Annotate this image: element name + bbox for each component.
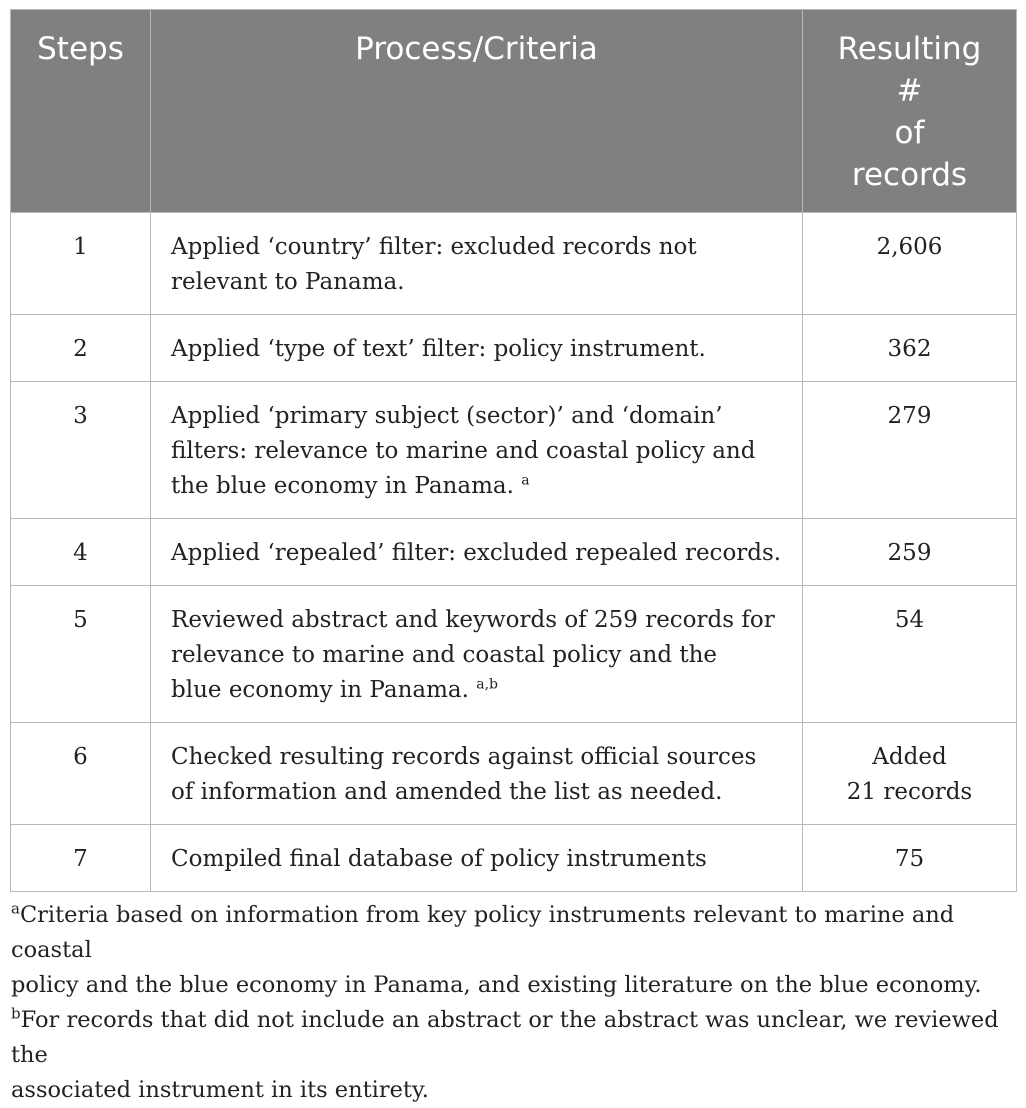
table-row: [11, 315, 1017, 382]
criteria-line: relevance to marine and coastal policy and the: [171, 642, 718, 668]
resulting-records: [803, 825, 1017, 892]
footnote-line: [11, 968, 1016, 1003]
criteria-line-text: blue economy in Panama.: [171, 677, 469, 703]
resulting-records: [803, 519, 1017, 586]
process-criteria: [151, 519, 803, 586]
header-result-line: #: [896, 73, 923, 109]
result-line: 21 records: [846, 779, 973, 805]
step-number: 1: [11, 213, 151, 315]
process-criteria: [151, 723, 803, 825]
footnote-marker: a,b: [476, 676, 498, 693]
resulting-records: [803, 723, 1017, 825]
step-number: 5: [11, 586, 151, 723]
resulting-records: [803, 315, 1017, 382]
result-line: 75: [894, 846, 925, 872]
footnote-text: Criteria based on information from key policy instruments relevant to marine and coastal: [11, 902, 955, 963]
criteria-line: Reviewed abstract and keywords of 259 records for: [171, 607, 775, 633]
footnote-b: [11, 1003, 1016, 1108]
process-criteria: [151, 825, 803, 892]
criteria-line: relevant to Panama.: [171, 269, 405, 295]
table-row: [11, 382, 1017, 519]
criteria-line: Applied ‘primary subject (sector)’ and ‘domain’: [171, 403, 723, 429]
resulting-records: [803, 382, 1017, 519]
step-number: 2: [11, 315, 151, 382]
header-row: [11, 10, 1017, 213]
process-criteria: [151, 382, 803, 519]
footnote-line: [11, 898, 1016, 968]
step-number: 3: [11, 382, 151, 519]
result-line: 54: [894, 607, 925, 633]
step-number: 6: [11, 723, 151, 825]
header-result-line: of: [894, 115, 925, 151]
header-result-line: Resulting: [837, 31, 982, 67]
footnote-text: policy and the blue economy in Panama, and existing literature on the blue economy.: [11, 972, 982, 998]
table-row: [11, 723, 1017, 825]
footnote-marker: a: [521, 472, 530, 489]
result-line: 259: [887, 540, 932, 566]
criteria-line: filters: relevance to marine and coastal policy and: [171, 438, 756, 464]
criteria-line: [171, 469, 782, 504]
resulting-records: [803, 213, 1017, 315]
records-table-wrapper: [10, 9, 1016, 1108]
step-number: 7: [11, 825, 151, 892]
header-process: Process/Criteria: [151, 10, 803, 213]
footnote-a: [11, 898, 1016, 1003]
process-criteria: [151, 315, 803, 382]
criteria-line: [171, 673, 782, 708]
result-line: 362: [887, 336, 932, 362]
footnote-line: [11, 1003, 1016, 1073]
criteria-line: of information and amended the list as needed.: [171, 779, 723, 805]
footnote-mark: b: [11, 1004, 21, 1023]
result-line: 279: [887, 403, 932, 429]
criteria-line: Compiled final database of policy instruments: [171, 846, 707, 872]
table-row: [11, 519, 1017, 586]
criteria-line: Applied ‘country’ filter: excluded records not: [171, 234, 697, 260]
footnote-text: associated instrument in its entirety.: [11, 1077, 429, 1103]
footnote-text: For records that did not include an abstract or the abstract was unclear, we reviewed the: [11, 1007, 999, 1068]
header-result-line: records: [851, 157, 968, 193]
footnotes: [10, 898, 1016, 1108]
table-row: [11, 825, 1017, 892]
footnote-line: [11, 1073, 1016, 1108]
header-result: [803, 10, 1017, 213]
criteria-line-text: the blue economy in Panama.: [171, 473, 514, 499]
process-criteria: [151, 213, 803, 315]
process-criteria: [151, 586, 803, 723]
header-steps: Steps: [11, 10, 151, 213]
result-line: Added: [872, 744, 947, 770]
step-number: 4: [11, 519, 151, 586]
criteria-line: Applied ‘type of text’ filter: policy instrument.: [171, 336, 706, 362]
records-table: [10, 9, 1017, 892]
table-row: [11, 213, 1017, 315]
resulting-records: [803, 586, 1017, 723]
table-row: [11, 586, 1017, 723]
criteria-line: Checked resulting records against official sources: [171, 744, 757, 770]
result-line: 2,606: [876, 234, 943, 260]
criteria-line: Applied ‘repealed’ filter: excluded repealed records.: [171, 540, 782, 566]
footnote-mark: a: [11, 899, 20, 918]
